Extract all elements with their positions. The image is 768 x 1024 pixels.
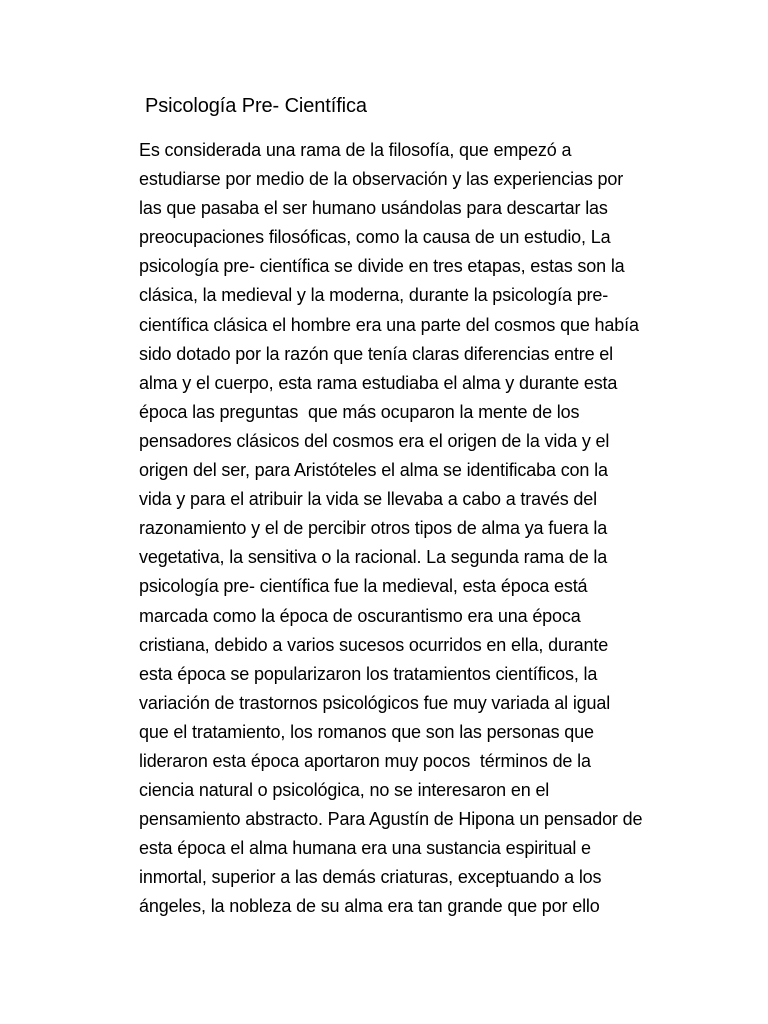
body-line: sido dotado por la razón que tenía claras diferencias entre el — [139, 343, 614, 364]
body-line: clásica, la medieval y la moderna, durante la psicología pre- — [139, 285, 609, 306]
body-line: preocupaciones filosóficas, como la causa de un estudio, La — [139, 227, 611, 248]
document-title: Psicología Pre- Científica — [145, 95, 367, 117]
body-line: inmortal, superior a las demás criaturas, exceptuando a los — [139, 867, 602, 888]
body-line: alma y el cuerpo, esta rama estudiaba el alma y durante esta — [139, 372, 618, 393]
body-line: origen del ser, para Aristóteles el alma se identificaba con la — [139, 460, 608, 481]
body-line: vida y para el atribuir la vida se llevaba a cabo a través del — [139, 489, 597, 510]
body-line: vegetativa, la sensitiva o la racional. La segunda rama de la — [139, 547, 608, 568]
body-line: razonamiento y el de percibir otros tipos de alma ya fuera la — [139, 518, 608, 539]
body-line: Es considerada una rama de la filosofía, que empezó a — [139, 140, 572, 160]
body-line: marcada como la época de oscurantismo era una época — [139, 605, 581, 626]
body-line: ciencia natural o psicológica, no se interesaron en el — [139, 780, 550, 801]
body-line: época las preguntas que más ocuparon la mente de los — [139, 401, 580, 422]
body-line: cristiana, debido a varios sucesos ocurridos en ella, durante — [139, 634, 609, 655]
body-line: variación de trastornos psicológicos fue muy variada al igual — [139, 692, 611, 713]
body-line: pensadores clásicos del cosmos era el origen de la vida y el — [139, 430, 610, 451]
body-line: lideraron esta época aportaron muy pocos términos de la — [139, 750, 591, 771]
body-line: esta época el alma humana era una sustancia espiritual e — [139, 838, 591, 859]
body-line: que el tratamiento, los romanos que son las personas que — [139, 721, 594, 742]
body-line: estudiarse por medio de la observación y las experiencias por — [139, 169, 624, 190]
body-line: psicología pre- científica fue la medieval, esta época está — [139, 576, 588, 597]
body-line: científica clásica el hombre era una parte del cosmos que había — [139, 314, 639, 335]
body-line: psicología pre- científica se divide en tres etapas, estas son la — [139, 256, 625, 277]
body-line: pensamiento abstracto. Para Agustín de Hipona un pensador de — [139, 809, 643, 830]
body-line: las que pasaba el ser humano usándolas para descartar las — [139, 198, 608, 219]
body-line: esta época se popularizaron los tratamientos científicos, la — [139, 663, 598, 684]
document-body — [139, 136, 719, 922]
body-line: ángeles, la nobleza de su alma era tan grande que por ello — [139, 896, 600, 917]
